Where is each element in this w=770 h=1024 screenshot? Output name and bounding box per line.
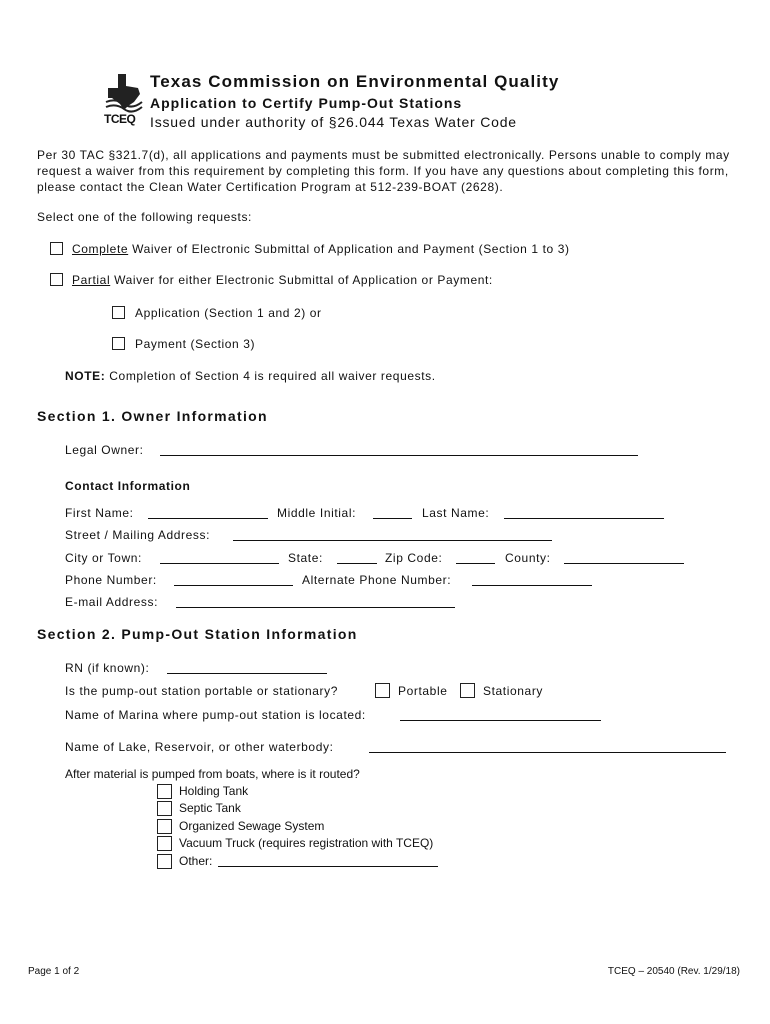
city-field[interactable] [160,563,279,564]
partial-waiver-label [72,273,493,287]
alt-phone-label: Alternate Phone Number: [302,573,452,587]
phone-field[interactable] [174,585,293,586]
vacuum-truck-checkbox[interactable] [157,836,172,851]
application-checkbox[interactable] [112,306,125,319]
sewage-system-checkbox[interactable] [157,819,172,834]
complete-waiver-checkbox[interactable] [50,242,63,255]
logo-text: TCEQ [104,112,136,126]
payment-label: Payment (Section 3) [135,337,256,351]
zip-field[interactable] [456,563,495,564]
other-checkbox[interactable] [157,854,172,869]
complete-word: Complete [72,242,129,256]
septic-tank-checkbox[interactable] [157,801,172,816]
other-label: Other: [179,854,213,868]
middle-initial-label: Middle Initial: [277,506,357,520]
street-label: Street / Mailing Address: [65,528,211,542]
rn-label: RN (if known): [65,661,150,675]
sewage-system-label: Organized Sewage System [179,819,325,833]
first-name-label: First Name: [65,506,134,520]
stationary-checkbox[interactable] [460,683,475,698]
section1-title: Section 1. Owner Information [37,408,268,424]
holding-tank-checkbox[interactable] [157,784,172,799]
partial-waiver-checkbox[interactable] [50,273,63,286]
last-name-field[interactable] [504,518,664,519]
alt-phone-field[interactable] [472,585,592,586]
form-subtitle: Application to Certify Pump-Out Stations [150,95,463,111]
county-field[interactable] [564,563,684,564]
email-label: E-mail Address: [65,595,159,609]
street-field[interactable] [233,540,552,541]
septic-tank-label: Septic Tank [179,801,241,815]
lake-field[interactable] [369,752,726,753]
section2-title: Section 2. Pump-Out Station Information [37,626,358,642]
vacuum-truck-label: Vacuum Truck (requires registration with TCEQ) [179,836,434,850]
partial-rest: Waiver for either Electronic Submittal of Application or Payment: [110,273,493,287]
portable-label: Portable [398,684,448,698]
county-label: County: [505,551,551,565]
other-field[interactable] [218,866,438,867]
contact-info-heading: Contact Information [65,479,191,493]
marina-field[interactable] [400,720,601,721]
last-name-label: Last Name: [422,506,490,520]
state-field[interactable] [337,563,377,564]
state-label: State: [288,551,323,565]
tceq-logo [104,72,144,128]
holding-tank-label: Holding Tank [179,784,249,798]
email-field[interactable] [176,607,455,608]
complete-waiver-label [72,242,570,256]
request-prompt: Select one of the following requests: [37,210,252,224]
complete-rest: Waiver of Electronic Submittal of Application and Payment (Section 1 to 3) [128,242,570,256]
form-number: TCEQ – 20540 (Rev. 1/29/18) [607,966,740,977]
page-title: Texas Commission on Environmental Quality [150,72,560,91]
middle-initial-field[interactable] [373,518,412,519]
page-number: Page 1 of 2 [28,966,80,977]
portable-question: Is the pump-out station portable or stationary? [65,684,339,698]
marina-label: Name of Marina where pump-out station is located: [65,708,366,722]
zip-label: Zip Code: [385,551,443,565]
legal-owner-field[interactable] [160,455,638,456]
first-name-field[interactable] [148,518,268,519]
note-text: Completion of Section 4 is required all waiver requests. [105,369,436,383]
rn-field[interactable] [167,673,327,674]
intro-paragraph: Per 30 TAC §321.7(d), all applications and payments must be submitted electronically. Persons unable to comply may request a waiver from this requirement by completing this form. If you have any questions about completing this form, please contact the Clean Water Certification Program at 512-239-BOAT (2628). [37,148,730,194]
note-label: NOTE: [65,369,106,383]
application-label: Application (Section 1 and 2) or [135,306,322,320]
stationary-label: Stationary [483,684,544,698]
note-line [65,369,436,383]
authority-line: Issued under authority of §26.044 Texas Water Code [150,114,517,130]
lake-label: Name of Lake, Reservoir, or other waterbody: [65,740,334,754]
city-label: City or Town: [65,551,142,565]
portable-checkbox[interactable] [375,683,390,698]
legal-owner-label: Legal Owner: [65,443,144,457]
routed-question: After material is pumped from boats, where is it routed? [65,767,360,781]
partial-word: Partial [72,273,111,287]
payment-checkbox[interactable] [112,337,125,350]
phone-label: Phone Number: [65,573,157,587]
